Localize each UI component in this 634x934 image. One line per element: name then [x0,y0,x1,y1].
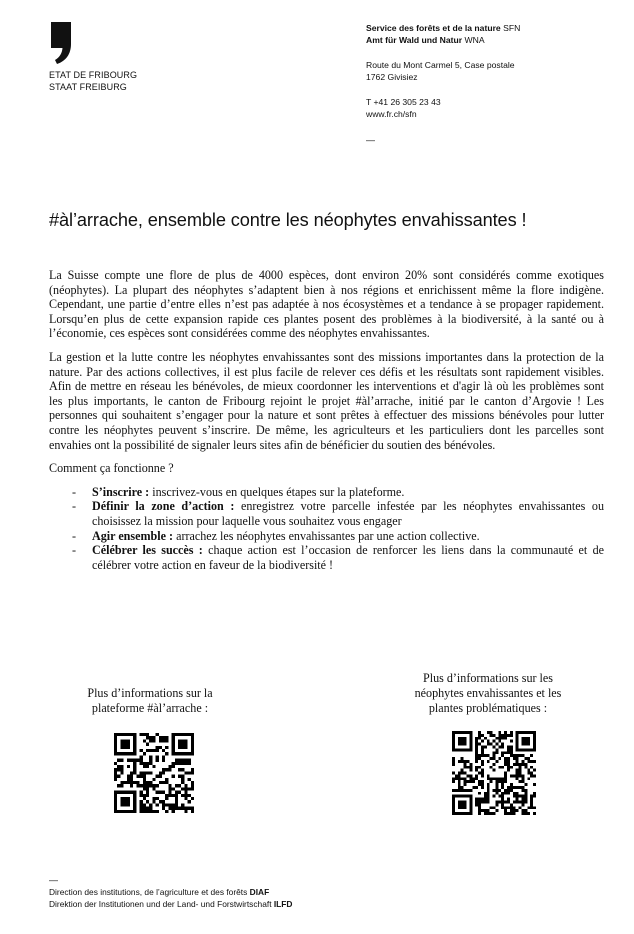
qr-right-caption-line-2: néophytes envahissantes et les [414,686,562,700]
body-text [49,268,604,572]
qr-left-caption-line-1: Plus d’informations sur la [87,686,213,700]
qr-code-icon[interactable] [452,731,536,815]
footer-line-2-text: Direktion der Institutionen und der Land- und Forstwirtschaft [49,898,272,909]
paragraph-intro: La Suisse compte une flore de plus de 4000 espèces, dont environ 20% sont considérés comme exotiques (néophytes). La plupart des néophytes s’adaptent bien à nos régions et enrichissent même la flore indigène. Cependant, une partie d’entre elles n’est pas adaptée à nos écosystèmes et a tendance à se propager rapidement. Lorsqu’en plus de cette expansion rapide ces plantes posent des problèmes à la biodiversité, à la santé ou à l’économie, ces espèces sont considérées comme des néophytes envahissantes. [49,268,604,341]
steps-list [49,485,604,573]
qr-right-caption [388,671,588,716]
list-bullet: - [72,484,77,499]
list-bullet: - [72,543,77,558]
service-de [366,34,520,46]
service-de-name: Amt für Wald und Natur [366,35,463,45]
list-bullet: - [72,499,77,514]
list-item [49,499,604,528]
paragraph-management: La gestion et la lutte contre les néophytes envahissantes sont des missions importantes dans la protection de la nature. Par des actions collectives, il est plus facile de relever ces défis et les résultats sont rapidement visibles. Afin de mettre en réseau les bénévoles, de mieux coordonner les interventions et d'agir là où les problèmes sont les plus importants, le canton de Fribourg rejoint le projet #àl’arrache, initié par le canton d’Argovie ! Les personnes qui souhaitent s’engager pour la nature et sont prêtes à effectuer des missions bénévoles pour lutter contre les néophytes peuvent s’inscrire. De même, les agriculteurs et les particuliers dont les parcelles sont envahies ont la possibilité de signaler leurs sites afin de bénéficier du soutien des bénévoles. [49,349,604,452]
website-link[interactable]: www.fr.ch/sfn [366,109,417,119]
logo-line-1: ETAT DE FRIBOURG [49,70,138,80]
logo-line-2: STAAT FREIBURG [49,82,127,92]
qr-left-caption [55,686,245,716]
footer-line-2-abbr: ILFD [273,898,293,909]
list-item [49,529,604,544]
footer-dash: — [49,875,58,885]
page-title: #àl’arrache, ensemble contre les néophytes envahissantes ! [49,210,527,230]
address-line-1: Route du Mont Carmel 5, Case postale [366,60,515,70]
step-text: arrachez les néophytes envahissantes par une action collective. [173,528,480,543]
address-block [366,22,520,120]
footer-line-1-abbr: DIAF [249,887,270,897]
fribourg-logo-icon [49,22,77,64]
service-fr-name: Service des forêts et de la nature [366,23,501,33]
service-fr-abbr: SFN [503,23,521,33]
qr-code-icon[interactable] [114,733,194,813]
service-fr [366,22,520,34]
step-text: enregistrez votre parcelle infestée par les néophytes envahissantes ou choisissez la mission pour laquelle vous souhaitez vous engager [92,499,604,528]
footer-line-2 [49,899,292,911]
paragraph-how-it-works: Comment ça fonctionne ? [49,461,174,476]
step-text: inscrivez-vous en quelques étapes sur la plateforme. [149,484,405,499]
footer-line-1-text: Direction des institutions, de l’agriculture et des forêts [49,887,248,897]
logo-text [49,69,137,93]
phone-number: T +41 26 305 23 43 [366,97,441,107]
list-bullet: - [72,528,77,543]
step-term: Définir la zone d’action : [92,499,235,514]
header-dash: — [366,135,375,145]
step-term: Célébrer les succès : [92,543,203,558]
list-item [49,485,604,500]
step-term: S’inscrire : [92,484,150,499]
step-term: Agir ensemble : [92,528,174,543]
qr-right-caption-line-1: Plus d’informations sur les [422,671,553,685]
address-line-2: 1762 Givisiez [366,72,418,82]
list-item [49,543,604,572]
footer [49,887,292,910]
footer-line-1 [49,887,292,899]
service-de-abbr: WNA [464,35,485,45]
qr-right-caption-line-3: plantes problématiques : [428,701,548,715]
step-text: chaque action est l’occasion de renforcer les liens dans la communauté et de célébrer votre action en faveur de la biodiversité ! [92,543,604,572]
qr-left-caption-line-2: plateforme #àl’arrache : [91,701,209,715]
